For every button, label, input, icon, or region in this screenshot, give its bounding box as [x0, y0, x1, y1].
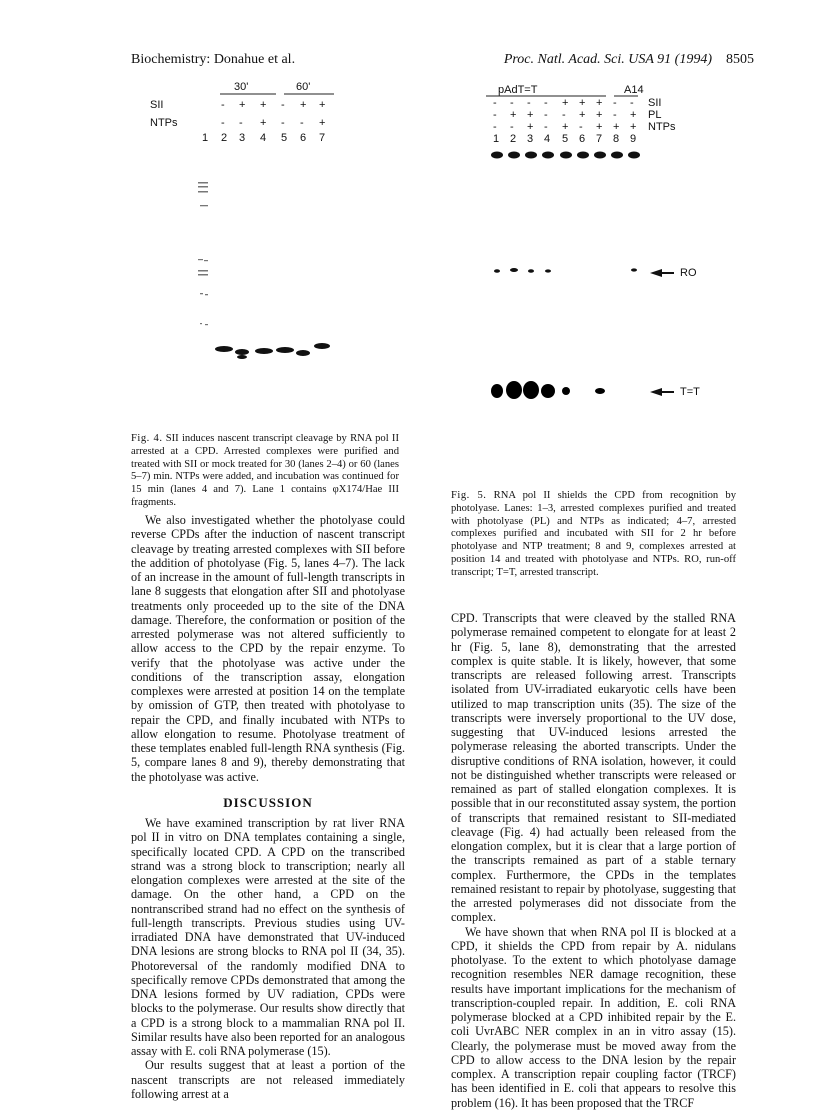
fig5-pl-sign-3: +: [527, 109, 534, 121]
fig5-pl-sign-9: +: [630, 109, 637, 121]
fig4-row-label-sii: SII: [150, 99, 164, 111]
fig4-lane-5: 5: [281, 132, 288, 144]
fig4-lane-3: 3: [239, 132, 246, 144]
fig5-ntp-sign-4: -: [544, 121, 548, 133]
fig4-lane-7: 7: [319, 132, 326, 144]
fig5-well-bands: [491, 152, 640, 159]
fig4-lane-4: 4: [260, 132, 267, 144]
fig5-sii-sign-6: +: [579, 97, 586, 109]
fig5-sii-sign-3: -: [527, 97, 531, 109]
fig4-ntp-sign-6: +: [319, 117, 326, 129]
fig5-ntp-sign-8: +: [613, 121, 620, 133]
fig5-row-label-sii: SII: [648, 97, 662, 109]
fig4-ntp-sign-3: +: [260, 117, 267, 129]
fig5-lane-6: 6: [579, 133, 586, 145]
fig5-gel-lines: [478, 78, 738, 418]
running-header-journal: [504, 52, 754, 68]
fig4-ntp-sign-5: -: [300, 117, 304, 129]
fig4-lane-1: 1: [202, 132, 209, 144]
fig4-sii-sign-5: +: [300, 99, 307, 111]
fig5-pl-sign-8: -: [613, 109, 617, 121]
left-para-3: Our results suggest that at least a portion of the nascent transcripts are not released immediately following arrest at a: [131, 1058, 405, 1101]
left-column: [131, 513, 405, 1101]
fig4-arrest-bands: [215, 343, 330, 359]
fig5-lane-7: 7: [596, 133, 603, 145]
fig5-lane-9: 9: [630, 133, 637, 145]
fig5-sii-sign-8: -: [613, 97, 617, 109]
fig5-ntp-sign-7: +: [596, 121, 603, 133]
fig4-band-lane3b: [237, 355, 247, 359]
fig5-pl-sign-4: -: [544, 109, 548, 121]
fig4-row-label-ntps: NTPs: [150, 117, 178, 129]
fig5-runoff-bands: [494, 268, 637, 273]
fig4-caption-label: Fig. 4.: [131, 433, 163, 444]
fig4-caption: [131, 433, 399, 510]
fig5-lane-2: 2: [510, 133, 517, 145]
fig4-caption-text: SII induces nascent transcript cleavage by RNA pol II arrested at a CPD. Arrested complexes were purified and treated with SII or mock treated for 30 (lanes 2–4) or 60 (lanes 5–7) min. NTPs were added, and incubation was continued for 15 min (lanes 4 and 7). Lane 1 contains φX174/Hae III fragments.: [131, 433, 399, 508]
fig5-sii-sign-1: -: [493, 97, 497, 109]
fig5-ntp-sign-9: +: [630, 121, 637, 133]
fig5-pl-sign-5: -: [562, 109, 566, 121]
fig5-sii-sign-5: +: [562, 97, 569, 109]
fig4-sii-sign-4: -: [281, 99, 285, 111]
fig5-ntp-sign-2: -: [510, 121, 514, 133]
fig4-sii-sign-6: +: [319, 99, 326, 111]
fig4-ntp-sign-2: -: [239, 117, 243, 129]
fig4-marker-ladder: [198, 182, 208, 325]
page-number: 8505: [726, 52, 754, 67]
fig5-pl-sign-2: +: [510, 109, 517, 121]
fig4-lane-6: 6: [300, 132, 307, 144]
fig5-sii-sign-9: -: [630, 97, 634, 109]
left-para-1: We also investigated whether the photolyase could reverse CPDs after the induction of nascent transcript cleavage by treating arrested complexes with SII before the addition of photolyase (Fig. 5, lanes 4–7). The lack of an increase in the amount of full-length transcripts in lane 8 suggests that elongation after SII and photolyase treatments only proceeded up to the site of the DNA damage. Therefore, the conformation or position of the arrested polymerase was not altered sufficiently to allow access to the CPD by the repair enzyme. To verify that the photolyase was active under the conditions of the transcription assay, elongation complexes were arrested at position 14 on the template by omission of GTP, then treated with photolyase to repair the CPD, and finally incubated with NTPs to allow elongation to resume. Photolyase treatment of these templates enabled full-length RNA synthesis (Fig. 5, compare lanes 8 and 9), thereby demonstrating that the photolyase was active.: [131, 513, 405, 784]
fig5-pl-sign-1: -: [493, 109, 497, 121]
fig5-pl-sign-7: +: [596, 109, 603, 121]
fig5-lane-4: 4: [544, 133, 551, 145]
fig4-band-lane7: [314, 343, 330, 349]
journal-citation: Proc. Natl. Acad. Sci. USA 91 (1994): [503, 52, 712, 67]
figure-4-gel: [150, 78, 350, 378]
fig5-lane-1: 1: [493, 133, 500, 145]
fig5-ntp-sign-6: -: [579, 121, 583, 133]
fig5-caption-label: Fig. 5.: [451, 490, 487, 501]
fig5-sii-sign-7: +: [596, 97, 603, 109]
fig5-ntp-sign-1: -: [493, 121, 497, 133]
fig5-lane-3: 3: [527, 133, 534, 145]
fig4-ntp-sign-1: -: [221, 117, 225, 129]
fig5-arrow-ro-head: [650, 269, 662, 277]
fig4-band-lane3: [235, 349, 249, 355]
discussion-heading: DISCUSSION: [223, 794, 313, 810]
fig4-band-lane6: [296, 350, 310, 356]
fig5-template-pAdT: pAdT=T: [498, 84, 538, 96]
fig5-row-label-pl: PL: [648, 109, 662, 121]
fig4-sii-sign-2: +: [239, 99, 246, 111]
fig5-sii-sign-4: -: [544, 97, 548, 109]
fig5-label-tt: T=T: [680, 386, 700, 398]
fig5-caption-text: RNA pol II shields the CPD from recognition by photolyase. Lanes: 1–3, arrested complexes purified and treated with photolyase (PL) and NTPs as indicated; 4–7, arrested complexes purified and incubated with SII for 2 hr before photolyase and NTP treatment; 8 and 9, complexes arrested at position 14 and treated with photolyase and NTPs. RO, run-off transcript; T=T, arrested transcript.: [451, 490, 737, 578]
fig5-lane-8: 8: [613, 133, 620, 145]
fig4-lane-2: 2: [221, 132, 228, 144]
fig4-band-lane4: [255, 348, 273, 354]
fig5-arrow-tt-head: [650, 388, 662, 396]
fig5-ntp-sign-5: +: [562, 121, 569, 133]
fig5-arrest-bands: [491, 381, 605, 399]
fig5-ntp-sign-3: +: [527, 121, 534, 133]
fig5-caption: [451, 490, 736, 580]
fig4-sii-sign-3: +: [260, 99, 267, 111]
fig5-pl-sign-6: +: [579, 109, 586, 121]
fig4-sii-sign-1: -: [221, 99, 225, 111]
fig4-band-lane5: [276, 347, 294, 353]
fig5-row-label-ntps: NTPs: [648, 121, 676, 133]
fig5-lane-5: 5: [562, 133, 569, 145]
fig4-time-60: 60': [296, 81, 311, 93]
fig5-template-A14: A14: [624, 84, 644, 96]
fig5-label-ro: RO: [680, 267, 697, 279]
right-column: [451, 611, 736, 1110]
fig4-ntp-sign-4: -: [281, 117, 285, 129]
left-para-2: We have examined transcription by rat liver RNA pol II in vitro on DNA templates containing a single, specifically located CPD. A CPD on the transcribed strand was a strong block to transcription; nearly all elongation complexes were arrested at the site of the damage. On the other hand, a CPD on the nontranscribed strand had no effect on the synthesis of full-length transcripts. Previous studies using UV-irradiated DNA have demonstrated that UV-induced DNA lesions are strong blocks to RNA pol II (34, 35). Photoreversal of the randomly modified DNA to specifically remove CPDs demonstrated that among the DNA lesions formed by UV radiation, CPDs were blocks to the polymerase. Our results show directly that a CPD is a strong block to a mammalian RNA pol II. Similar results have also been reported for an analogous assay with E. coli RNA polymerase (15).: [131, 816, 405, 1058]
right-para-2: We have shown that when RNA pol II is blocked at a CPD, it shields the CPD from repair by A. nidulans photolyase. To the extent to which photolyase damage recognition resembles NER damage recognition, these results have important implications for the mechanism of transcription-coupled repair. In addition, E. coli RNA polymerase blocked at a CPD inhibited repair by the E. coli UvrABC NER complex in an in vitro assay (15). Clearly, the polymerase must be moved away from the CPD to allow access to the DNA lesion by the repair complex. A transcription repair coupling factor (TRCF) has been identified in E. coli that appears to resolve this problem (16). It has been proposed that the TRCF: [451, 924, 736, 1110]
right-para-1: CPD. Transcripts that were cleaved by the stalled RNA polymerase remained competent to elongate for at least 2 hr (Fig. 5, lane 8), demonstrating that the arrested complex is quite stable. It is likely, however, that some transcripts are released following arrest. Transcripts isolated from UV-irradiated eukaryotic cells have been utilized to map transcription units (35). The size of the transcripts were inversely proportional to the UV dose, suggesting that UV-induced lesions arrested the polymerase releasing the aborted transcripts. Under the disruptive conditions of RNA isolation, however, it could not be distinguished whether transcripts were released or remained as part of stalled elongation complexes. It is possible that in our reconstituted assay system, the portion of transcripts that remained resistant to SII-mediated cleavage (Fig. 4) had actually been released from the elongation complex, but it is clear that a large portion of the transcripts remained as part of a stable ternary complex. Furthermore, the CPDs in the templates remained resistant to repair by photolyase, suggesting that the arrested polymerases did not dissociate from the complex.: [451, 611, 736, 925]
fig4-band-lane2: [215, 346, 233, 352]
fig5-sii-sign-2: -: [510, 97, 514, 109]
figure-5-gel: [478, 78, 738, 418]
running-header-authors: Biochemistry: Donahue et al.: [131, 52, 296, 67]
fig4-time-30: 30': [234, 81, 249, 93]
